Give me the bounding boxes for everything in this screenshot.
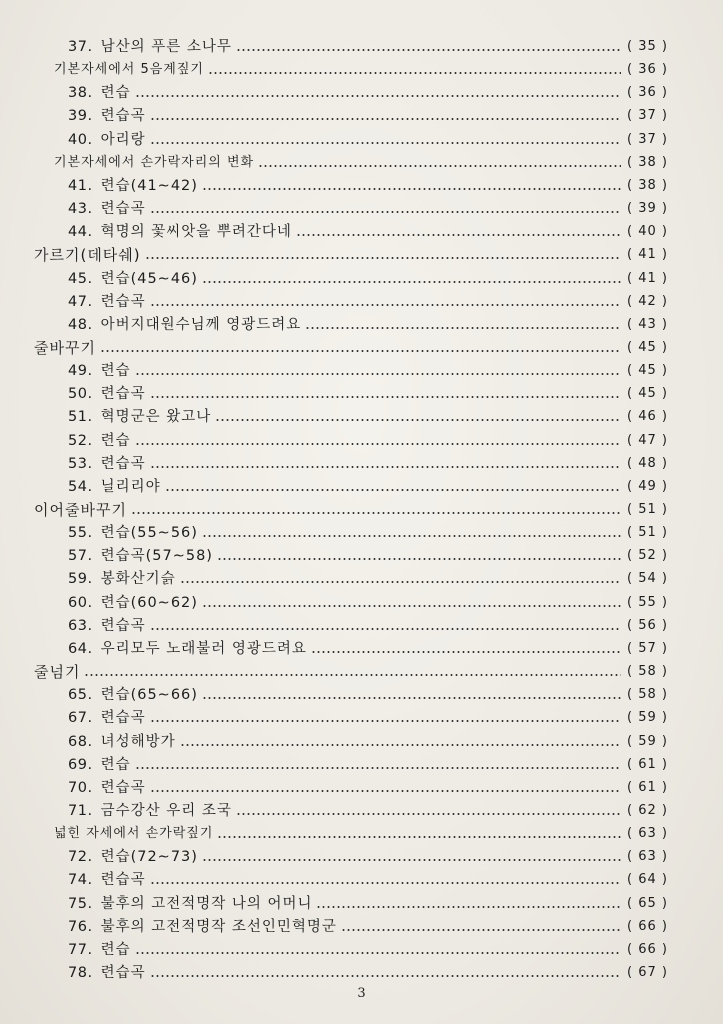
toc-entry-page: ( 41 ) [627,247,668,263]
toc-item [68,545,668,567]
toc-item [68,638,668,660]
dot-leader [145,256,621,260]
toc-subsection [54,59,668,81]
toc-entry-title: 련습곡 [100,965,146,981]
toc-entry-number: 45. [68,270,93,287]
dot-leader [135,94,621,98]
dot-leader [305,326,621,330]
toc-entry-page: ( 45 ) [627,363,668,379]
toc-entry-title: 닐리리야 [100,478,161,495]
dot-leader [202,604,621,608]
toc-item [68,777,668,799]
toc-entry-title: 련습곡 [100,455,146,472]
toc-entry-page: ( 67 ) [627,965,668,980]
toc-entry-number: 60. [68,594,93,611]
toc-entry-title: 우리모두 노래불러 영광드려요 [100,640,307,657]
toc-entry-number: 43. [68,201,93,218]
toc-entry-page: ( 52 ) [627,548,668,564]
toc-entry-title: 남산의 푸른 소나무 [100,39,232,55]
toc-entry-title: 줄바꾸기 [34,338,96,357]
dot-leader [202,696,621,700]
dot-leader [84,673,621,677]
toc-item [68,754,668,776]
toc-entry-number: 52. [68,432,93,449]
toc-entry-page: ( 65 ) [627,895,668,911]
toc-entry-page: ( 43 ) [627,316,668,332]
toc-entry-number: 55. [68,525,93,542]
toc-entry-title: 이어줄바꾸기 [34,501,127,519]
toc-item [68,939,668,961]
toc-item [68,82,668,104]
toc-entry-page: ( 62 ) [627,802,668,818]
toc-item [68,731,668,753]
page-number: 3 [357,986,366,1001]
toc-item [68,916,668,938]
dot-leader [135,766,621,770]
toc-item [68,615,668,637]
toc-item [68,522,668,544]
toc-entry-title: 혁명의 꽃씨앗을 뿌려간다네 [100,224,292,241]
dot-leader [202,858,621,862]
toc-entry-number: 53. [68,455,93,472]
toc-entry-number: 70. [68,779,93,796]
toc-entry-page: ( 58 ) [627,664,668,680]
toc-item [68,36,668,58]
toc-entry-number: 41. [68,177,93,194]
toc-section [34,337,668,359]
toc-entry-page: ( 49 ) [627,478,668,494]
toc-entry-page: ( 54 ) [627,571,668,587]
toc-entry-number: 44. [68,224,93,241]
toc-entry-number: 54. [68,478,93,495]
toc-item [68,707,668,729]
toc-entry-number: 71. [68,802,93,819]
dot-leader [150,117,621,121]
dot-leader [296,233,621,237]
dot-leader [202,534,621,538]
toc-item [68,221,668,243]
dot-leader [150,141,621,145]
toc-entry-page: ( 47 ) [627,432,668,448]
toc-entry-title: 련습곡 [100,872,146,889]
dot-leader [236,812,621,816]
dot-leader [150,627,621,631]
toc-entry-number: 65. [68,687,93,704]
toc-entry-title: 련습곡(57∼58) [100,548,213,565]
toc-item [68,198,668,220]
dot-leader [217,835,621,839]
toc-entry-title: 줄넘기 [34,663,81,682]
toc-section [34,244,668,266]
dot-leader [131,511,621,515]
toc-item [68,893,668,915]
toc-entry-page: ( 37 ) [627,108,668,124]
toc-item [68,476,668,498]
toc-entry-page: ( 59 ) [627,733,668,749]
toc-entry-number: 75. [68,895,93,912]
dot-leader [150,789,621,793]
toc-item [68,962,668,984]
toc-entry-page: ( 37 ) [627,131,668,147]
toc-entry-page: ( 63 ) [627,826,668,842]
toc-item [68,800,668,822]
toc-entry-title: 아버지대원수님께 영광드려요 [100,316,302,333]
toc-entry-title: 련습곡 [100,710,146,727]
toc-entry-title: 련습 [100,363,131,380]
toc-item [68,314,668,336]
toc-section [34,499,668,521]
toc-entry-title: 련습(55∼56) [100,525,198,542]
toc-entry-page: ( 64 ) [627,872,668,888]
toc-entry-page: ( 57 ) [627,640,668,656]
toc-entry-number: 72. [68,849,93,866]
toc-entry-title: 기본자세에서 손가락자리의 변화 [54,154,255,170]
toc-entry-number: 47. [68,293,93,310]
toc-entry-page: ( 45 ) [627,386,668,402]
toc-item [68,268,668,290]
dot-leader [180,743,621,747]
toc-entry-page: ( 36 ) [627,62,668,78]
toc-entry-title: 련습곡 [100,617,146,634]
toc-entry-page: ( 35 ) [627,39,668,54]
toc-entry-number: 48. [68,316,93,333]
toc-entry-page: ( 66 ) [627,941,668,957]
toc-entry-page: ( 61 ) [627,779,668,795]
toc-entry-title: 녀성해방가 [100,733,176,750]
toc-entry-title: 련습 [100,756,131,773]
toc-entry-number: 38. [68,85,93,102]
toc-entry-title: 가르기(데타쉐) [34,246,141,265]
dot-leader [165,488,621,492]
toc-item [68,846,668,868]
toc-entry-number: 57. [68,548,93,565]
toc-entry-title: 넓힌 자세에서 손가락짚기 [54,826,214,842]
toc-entry-page: ( 51 ) [627,525,668,541]
dot-leader [135,372,621,376]
toc-item [68,383,668,405]
toc-entry-number: 74. [68,872,93,889]
dot-leader [316,905,621,909]
toc-entry-page: ( 38 ) [627,154,668,170]
dot-leader [341,928,621,932]
toc-entry-number: 39. [68,108,93,125]
toc-entry-title: 금수강산 우리 조국 [100,802,232,819]
dot-leader [202,187,621,191]
toc-entry-title: 련습(72∼73) [100,849,198,866]
toc-entry-page: ( 38 ) [627,177,668,193]
dot-leader [150,303,621,307]
toc-entry-page: ( 42 ) [627,293,668,309]
toc-entry-title: 련습(60∼62) [100,594,198,611]
toc-item [68,406,668,428]
toc-entry-page: ( 48 ) [627,455,668,471]
dot-leader [311,650,621,654]
dot-leader [150,395,621,399]
toc-entry-page: ( 36 ) [627,85,668,101]
toc-entry-title: 련습곡 [100,108,146,125]
toc-entry-title: 련습(45∼46) [100,270,198,287]
toc-entry-number: 49. [68,363,93,380]
toc-entry-page: ( 51 ) [627,502,668,517]
toc-entry-page: ( 59 ) [627,710,668,726]
dot-leader [135,951,621,955]
toc-entry-page: ( 58 ) [627,687,668,703]
toc-entry-title: 련습 [100,432,131,449]
toc-entry-number: 68. [68,733,93,750]
toc-entry-title: 기본자세에서 5음계짚기 [54,62,204,78]
toc-item [68,869,668,891]
dot-leader [150,465,621,469]
toc-entry-number: 51. [68,409,93,426]
toc-entry-title: 련습 [100,85,131,102]
toc-subsection [54,152,668,174]
dot-leader [202,280,621,284]
toc-entry-number: 76. [68,918,93,935]
dot-leader [215,418,621,422]
toc-entry-page: ( 56 ) [627,617,668,633]
toc-entry-number: 78. [68,965,93,981]
toc-item [68,175,668,197]
dot-leader [135,442,621,446]
toc-entry-title: 련습(41∼42) [100,177,198,194]
toc-subsection [54,823,668,845]
toc-entry-number: 37. [68,39,93,55]
dot-leader [217,557,621,561]
toc-entry-number: 40. [68,131,93,148]
dot-leader [150,719,621,723]
toc-entry-number: 69. [68,756,93,773]
dot-leader [150,974,621,978]
toc-item [68,684,668,706]
toc-entry-title: 련습(65∼66) [100,687,198,704]
toc-entry-page: ( 61 ) [627,756,668,772]
toc-entry-page: ( 66 ) [627,918,668,934]
toc-section [34,661,668,683]
toc-entry-page: ( 40 ) [627,224,668,240]
dot-leader [150,881,621,885]
toc-entry-title: 련습곡 [100,293,146,310]
dot-leader [180,580,621,584]
toc-entry-number: 63. [68,617,93,634]
toc-entry-number: 64. [68,640,93,657]
toc-item [68,430,668,452]
toc-entry-title: 불후의 고전적명작 조선인민혁명군 [100,918,337,935]
toc-entry-page: ( 46 ) [627,409,668,425]
toc-entry-page: ( 41 ) [627,270,668,286]
toc-entry-title: 련습곡 [100,386,146,403]
toc-entry-page: ( 55 ) [627,594,668,610]
toc-item [68,129,668,151]
toc-entry-title: 련습곡 [100,201,146,218]
dot-leader [100,349,621,353]
toc-entry-title: 봉화산기슭 [100,571,176,588]
toc-entry-title: 불후의 고전적명작 나의 어머니 [100,895,313,912]
toc-entry-page: ( 63 ) [627,849,668,865]
toc-entry-number: 67. [68,710,93,727]
toc-entry-title: 아리랑 [100,131,146,148]
dot-leader [258,164,621,168]
toc-item [68,592,668,614]
toc-entry-number: 59. [68,571,93,588]
toc-entry-title: 련습 [100,941,131,958]
toc-entry-title: 련습곡 [100,779,146,796]
toc-item [68,360,668,382]
toc-item [68,291,668,313]
toc-entry-page: ( 45 ) [627,339,668,355]
toc-entry-page: ( 39 ) [627,201,668,217]
toc-item [68,568,668,590]
toc-item [68,105,668,127]
dot-leader [236,48,621,52]
toc-item [68,453,668,475]
dot-leader [150,210,621,214]
toc-entry-number: 77. [68,941,93,958]
dot-leader [208,71,621,75]
toc-entry-number: 50. [68,386,93,403]
toc-entry-title: 혁명군은 왔고나 [100,409,212,426]
